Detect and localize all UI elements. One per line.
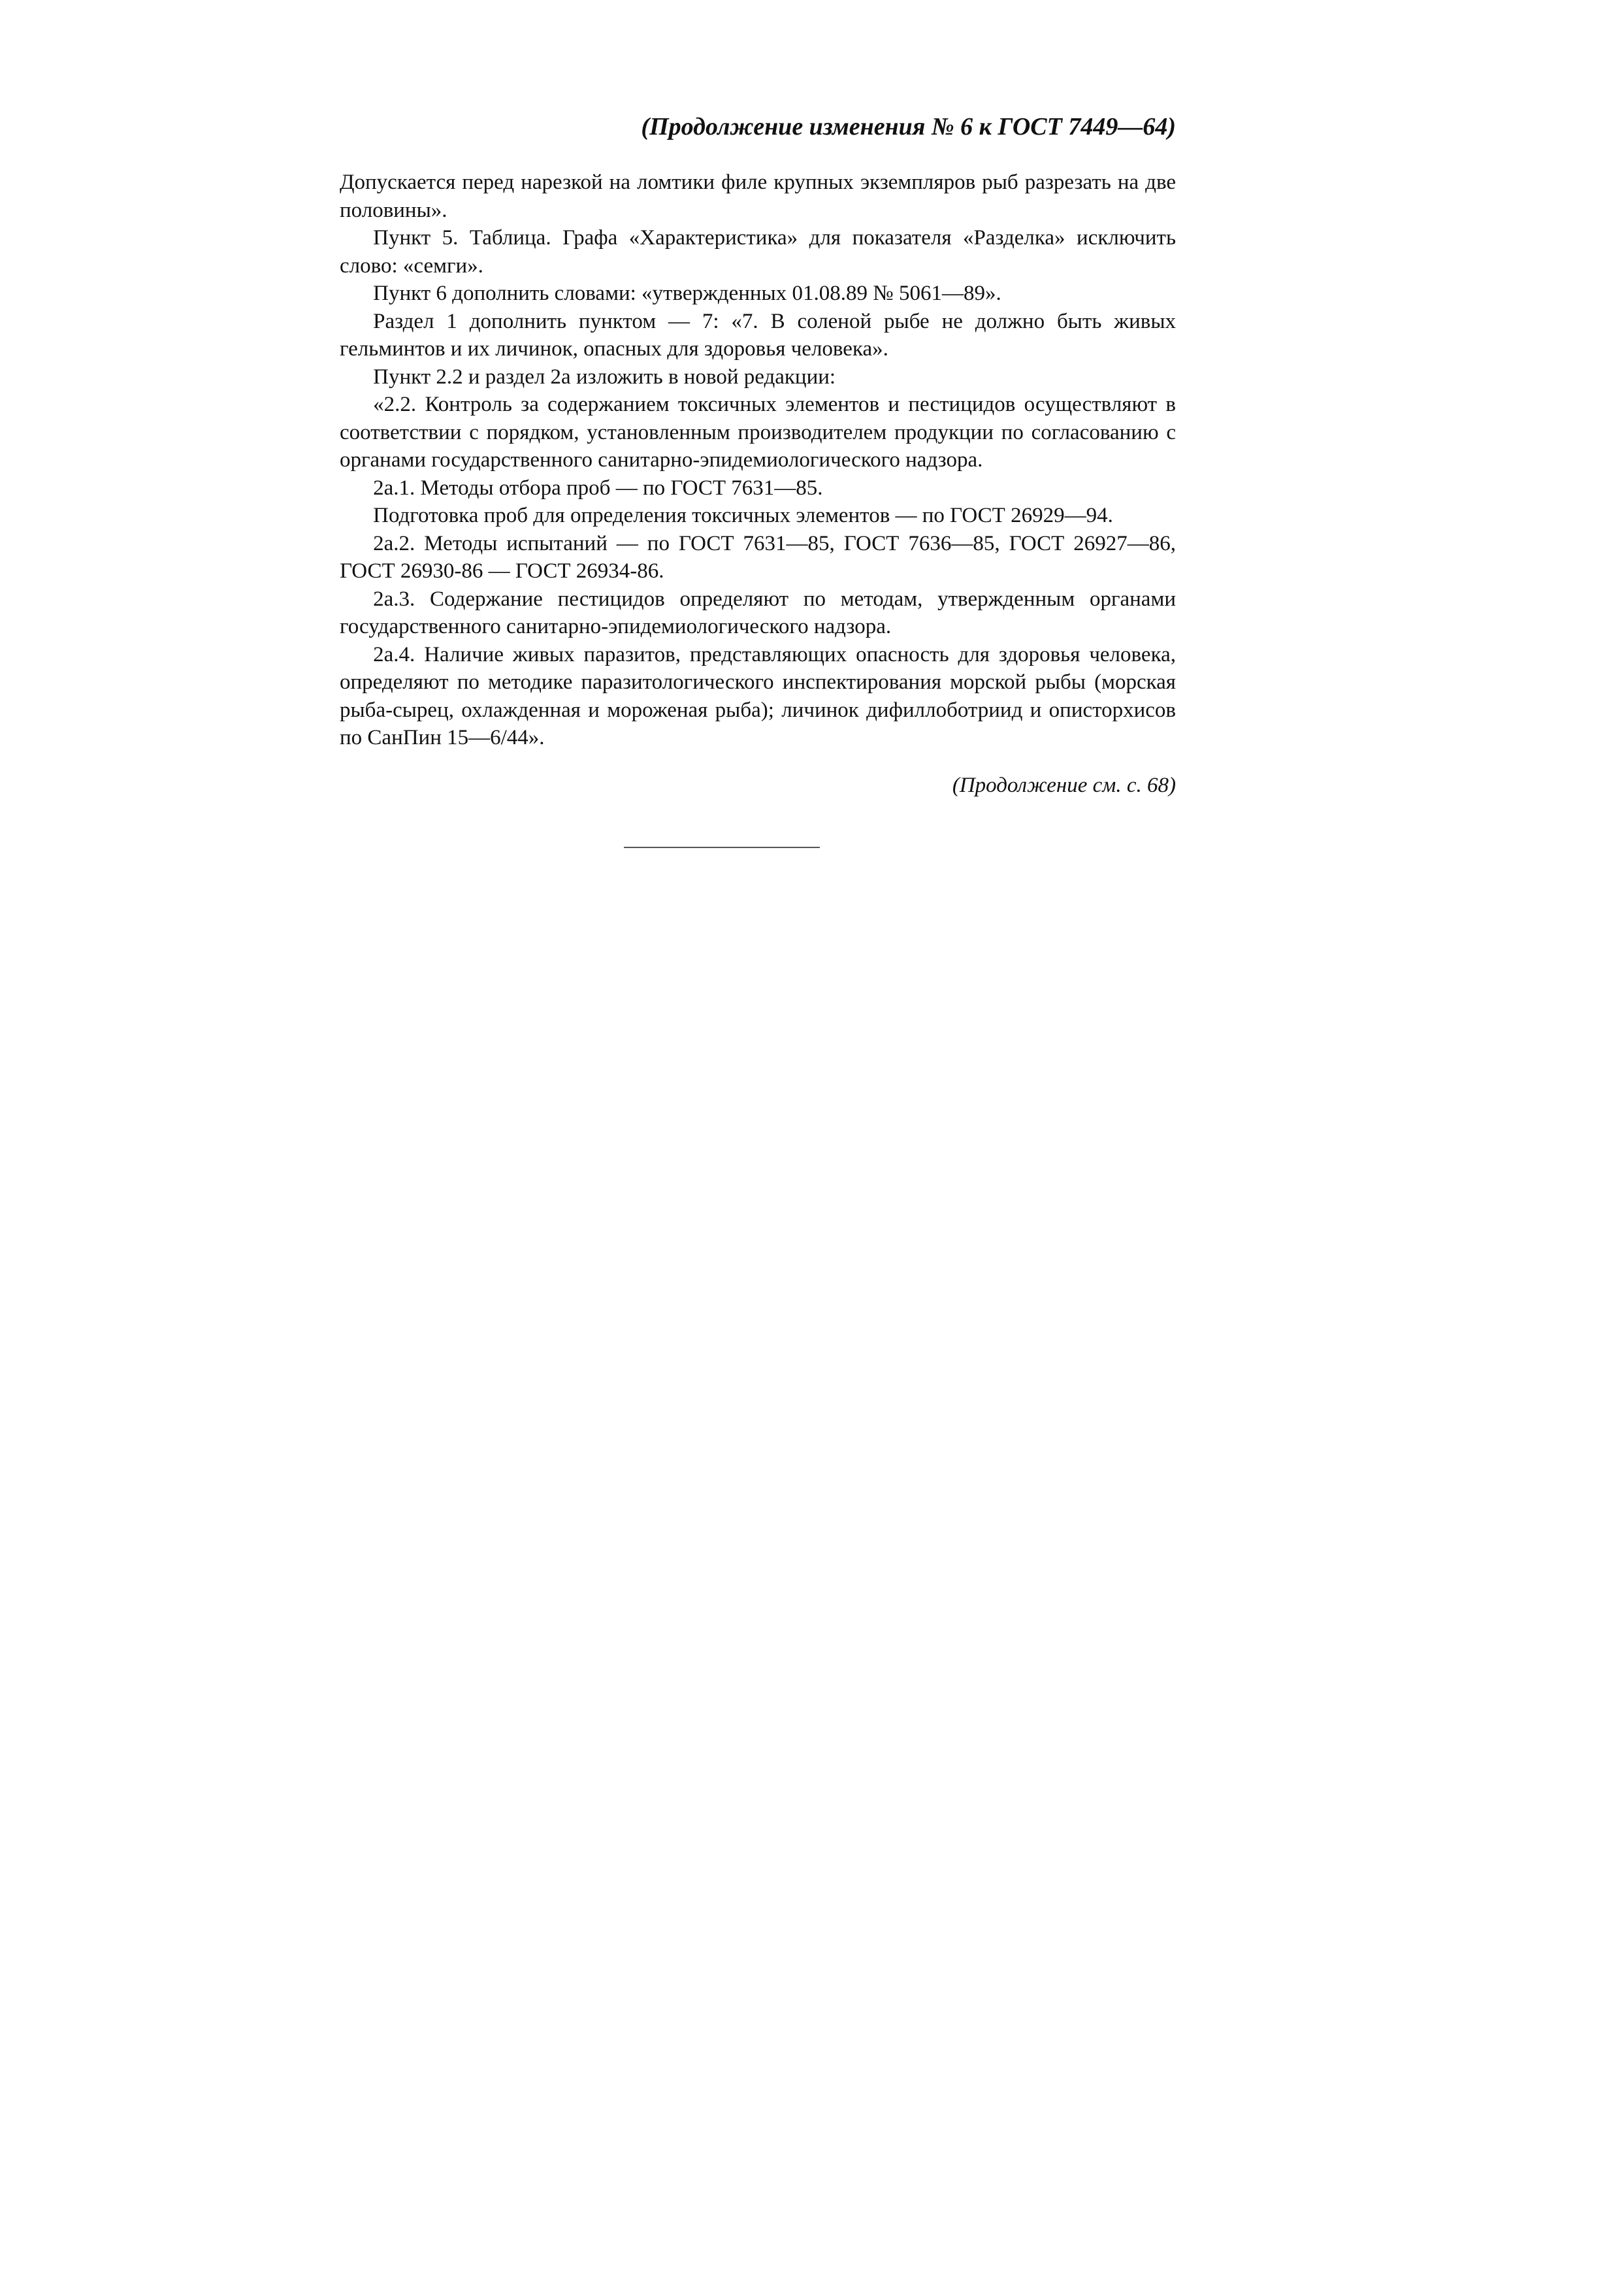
continuation-footer: (Продолжение см. с. 68) [952,773,1176,797]
continuation-header: (Продолжение изменения № 6 к ГОСТ 7449—64) [641,113,1176,140]
paragraph: Раздел 1 дополнить пунктом — 7: «7. В соленой рыбе не должно быть живых гельминтов и их личинок, опасных для здоровья человека». [340,309,1176,361]
paragraph: Подготовка проб для определения токсичных элементов — по ГОСТ 26929—94. [373,504,1113,527]
document-page [340,111,1176,799]
separator-line [624,847,820,848]
paragraph: 2а.1. Методы отбора проб — по ГОСТ 7631—85. [373,476,823,500]
document-body [340,169,1176,752]
paragraph: Допускается перед нарезкой на ломтики филе крупных экземпляров рыб разрезать на две половины». [340,171,1176,222]
paragraph: Пункт 2.2 и раздел 2а изложить в новой редакции: [373,365,836,389]
paragraph: Пункт 6 дополнить словами: «утвержденных 01.08.89 № 5061—89». [373,282,1001,305]
paragraph: 2а.3. Содержание пестицидов определяют по методам, утвержденным органами государственного санитарно-эпидемиологического надзора. [340,587,1176,638]
paragraph: «2.2. Контроль за содержанием токсичных элементов и пестицидов осуществляют в соответствии с порядком, установленным производителем продукции по согласованию с органами государственного санитарно-эпидемиологического надзора. [340,393,1176,472]
paragraph: 2а.4. Наличие живых паразитов, представляющих опасность для здоровья человека, определяют по методике паразитологического инспектирования морской рыбы (морская рыба-сырец, охлажденная и мороженая рыба); личинок дифиллоботриид и описторхисов по СанПин 15—6/44». [340,642,1176,749]
paragraph: 2а.2. Методы испытаний — по ГОСТ 7631—85, ГОСТ 7636—85, ГОСТ 26927—86, ГОСТ 26930-86 — ГОСТ 26934-86. [340,531,1176,583]
paragraph: Пункт 5. Таблица. Графа «Характеристика» для показателя «Разделка» исключить слово: «семги». [340,226,1176,278]
